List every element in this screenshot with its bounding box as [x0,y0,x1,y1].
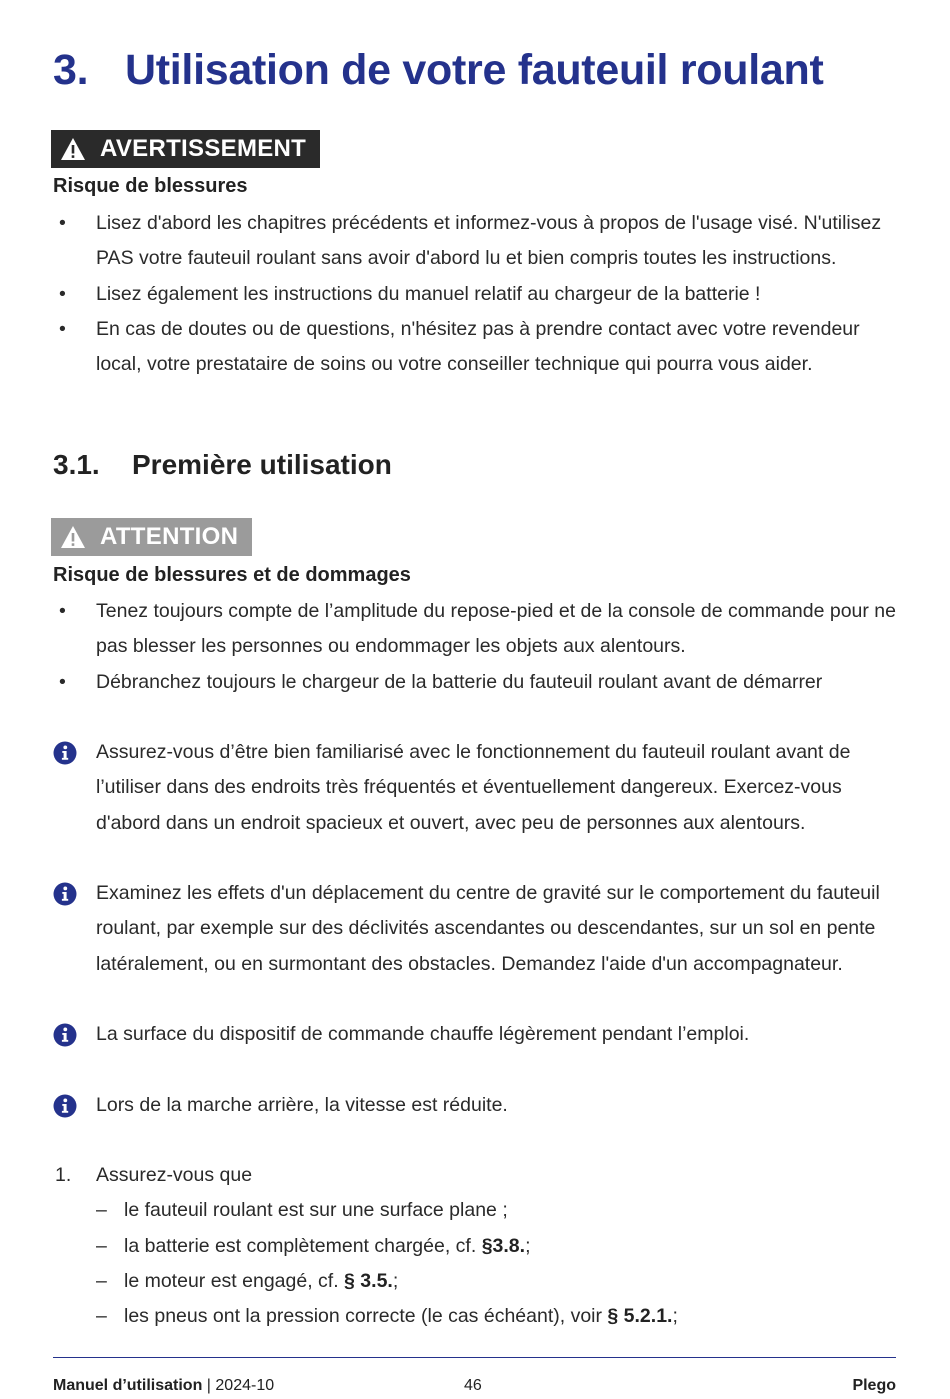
bullet-marker: • [59,212,66,234]
chapter-title [53,46,823,95]
warning-triangle-icon [60,137,86,161]
section-number: 3.1. [53,449,100,480]
info-text: Assurez-vous d’être bien familiarisé avec le fonctionnement du fauteuil roulant avant de l’utiliser dans des endroits très fréquentés et éventuellement dangereux. Exercez-vous d'abord dans un endroit spacieux et ouvert, avec peu de personnes aux alentours. [96,741,851,834]
warning-badge-label: AVERTISSEMENT [100,135,307,162]
list-item: • En cas de doutes ou de questions, n'hésitez pas à prendre contact avec votre revendeur local, votre prestataire de soins ou votre conseiller technique qui pourra vous aider. [53,312,903,383]
bullet-marker: • [59,282,66,305]
footer-product: Plego [852,1377,896,1394]
step-checklist [53,1193,903,1334]
page-number: 46 [464,1377,482,1394]
footer-divider [53,1357,896,1358]
footer-manual [53,1377,274,1395]
section-title-text: Première utilisation [132,449,392,480]
list-item: • Lisez également les instructions du manuel relatif au chargeur de la batterie ! [53,277,903,312]
dash-marker: – [96,1234,107,1257]
section-reference: § 5.2.1. [607,1305,673,1328]
bullet-marker: • [59,317,66,340]
step-number: 1. [55,1164,72,1186]
step-text: Assurez-vous que [96,1164,253,1186]
list-item: • Tenez toujours compte de l’amplitude du repose-pied et de la console de commande pour ne pas blesser les personnes ou endommager les objets aux alentours. [53,594,903,665]
step-1 [53,1158,903,1334]
list-item: – la batterie est complètement chargée, cf. §3.8.; [96,1229,903,1264]
warning-risk-heading: Risque de blessures [53,175,248,197]
section-title [53,449,392,481]
chapter-number: 3. [53,46,89,94]
info-text: Lors de la marche arrière, la vitesse est réduite. [96,1094,508,1116]
dash-marker: – [96,1199,107,1222]
warning-list [53,206,903,382]
list-item: – le fauteuil roulant est sur une surface plane ; [96,1193,903,1228]
footer-separator: | [202,1377,216,1394]
dash-marker: – [96,1269,107,1292]
caution-badge [51,518,252,556]
section-reference: §3.8. [481,1234,526,1257]
dash-marker: – [96,1305,107,1328]
caution-list [53,594,903,700]
info-circle-icon [53,1094,77,1118]
caution-badge-label: ATTENTION [100,523,239,550]
chapter-title-text: Utilisation de votre fauteuil roulant [125,46,824,94]
info-circle-icon [53,741,77,765]
bullet-marker: • [59,670,66,693]
info-note [53,1017,903,1052]
warning-triangle-icon [60,525,86,549]
footer-date: 2024-10 [215,1377,275,1394]
info-text: Examinez les effets d'un déplacement du centre de gravité sur le comportement du fauteuil roulant, par exemple sur des déclivités ascendantes ou descendantes, sur un sol en pente latéralement, ou en surmontant des obstacles. Demandez l'aide d'un accompagnateur. [96,882,880,975]
list-item: – le moteur est engagé, cf. § 3.5.; [96,1264,903,1299]
list-item: – les pneus ont la pression correcte (le cas échéant), voir § 5.2.1.; [96,1299,903,1334]
info-note [53,876,903,982]
info-note [53,735,903,841]
info-circle-icon [53,882,77,906]
caution-risk-heading: Risque de blessures et de dommages [53,564,411,586]
list-item: • Lisez d'abord les chapitres précédents et informez-vous à propos de l'usage visé. N'utilisez PAS votre fauteuil roulant sans avoir d'abord lu et bien compris toutes les instructions. [53,206,903,277]
info-circle-icon [53,1023,77,1047]
footer-manual-title: Manuel d’utilisation [53,1377,203,1394]
bullet-marker: • [59,600,66,622]
section-reference: § 3.5. [344,1269,393,1292]
warning-badge [51,130,320,168]
list-item: • Débranchez toujours le chargeur de la batterie du fauteuil roulant avant de démarrer [53,665,903,700]
info-note [53,1088,903,1123]
info-text: La surface du dispositif de commande chauffe légèrement pendant l’emploi. [96,1023,750,1045]
